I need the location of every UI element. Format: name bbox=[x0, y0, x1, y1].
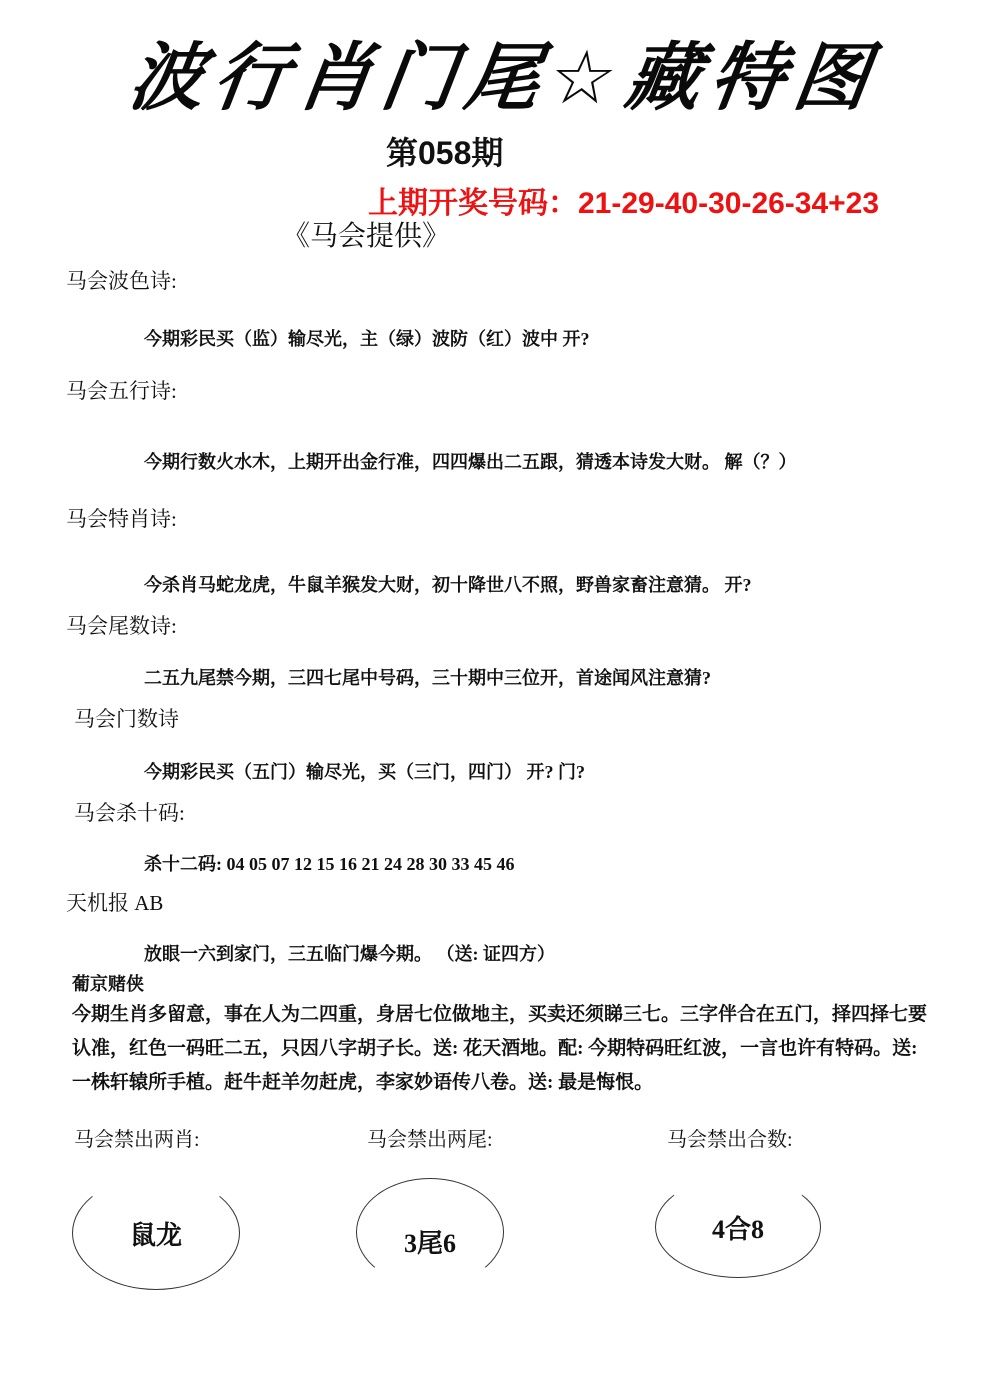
issue-number: 第058期 bbox=[386, 135, 504, 171]
section-label-tail-number: 马会尾数诗: bbox=[66, 614, 177, 638]
last-draw-label: 上期开奖号码： bbox=[368, 187, 578, 220]
section-label-special-zodiac: 马会特肖诗: bbox=[66, 507, 177, 531]
ban-value-zodiac: 鼠龙 bbox=[129, 1220, 182, 1250]
page-title: 波行肖门尾☆藏特图 bbox=[123, 35, 885, 121]
provider-label: 《马会提供》 bbox=[282, 220, 451, 251]
ban-value-tail: 3尾6 bbox=[403, 1228, 456, 1258]
ban-value-sum: 4合8 bbox=[711, 1214, 764, 1244]
kill-numbers-list: 杀十二码: 04 05 07 12 15 16 21 24 28 30 33 45 46 bbox=[144, 854, 515, 874]
ban-value-sum-oval bbox=[655, 1176, 821, 1278]
section-label-gambler: 葡京赌侠 bbox=[72, 974, 144, 994]
poem-wave-color: 今期彩民买（监）输尽光，主（绿）波防（红）波中 开? bbox=[144, 329, 590, 349]
section-label-wave-color: 马会波色诗: bbox=[66, 269, 177, 293]
poem-door-number: 今期彩民买（五门）输尽光，买（三门，四门） 开? 门? bbox=[144, 762, 585, 782]
ban-label-tail: 马会禁出两尾: bbox=[367, 1129, 493, 1151]
section-label-five-elements: 马会五行诗: bbox=[66, 379, 177, 403]
section-label-tianji: 天机报 AB bbox=[66, 891, 164, 915]
poem-tail-number: 二五九尾禁今期，三四七尾中号码，三十期中三位开，首途闻风注意猜? bbox=[144, 668, 711, 688]
section-label-kill-numbers: 马会杀十码: bbox=[74, 801, 185, 825]
section-label-door-number: 马会门数诗 bbox=[74, 707, 179, 731]
gambler-paragraph: 今期生肖多留意，事在人为二四重，身居七位做地主，买卖还须睇三七。三字伴合在五门，择四择七要认准，红色一码旺二五，只因八字胡子长。送: 花天酒地。配: 今期特码旺红波，一言也许有特码。送: 一株轩辕所手植。赶牛赶羊勿赶虎，李家妙语传八卷。送: 最是悔恨。 bbox=[72, 1004, 928, 1093]
last-draw-numbers: 21-29-40-30-26-34+23 bbox=[578, 187, 880, 220]
poem-special-zodiac: 今杀肖马蛇龙虎，牛鼠羊猴发大财，初十降世八不照，野兽家畜注意猜。 开? bbox=[144, 575, 752, 595]
ban-value-zodiac-oval bbox=[72, 1176, 240, 1290]
ban-label-zodiac: 马会禁出两肖: bbox=[74, 1129, 200, 1151]
tianji-text: 放眼一六到家门，三五临门爆今期。 （送: 证四方） bbox=[144, 944, 555, 964]
ban-label-sum: 马会禁出合数: bbox=[667, 1129, 793, 1151]
poem-five-elements: 今期行数火水木，上期开出金行准，四四爆出二五跟，猜透本诗发大财。 解（？） bbox=[144, 452, 797, 472]
ban-value-tail-oval bbox=[356, 1178, 504, 1286]
